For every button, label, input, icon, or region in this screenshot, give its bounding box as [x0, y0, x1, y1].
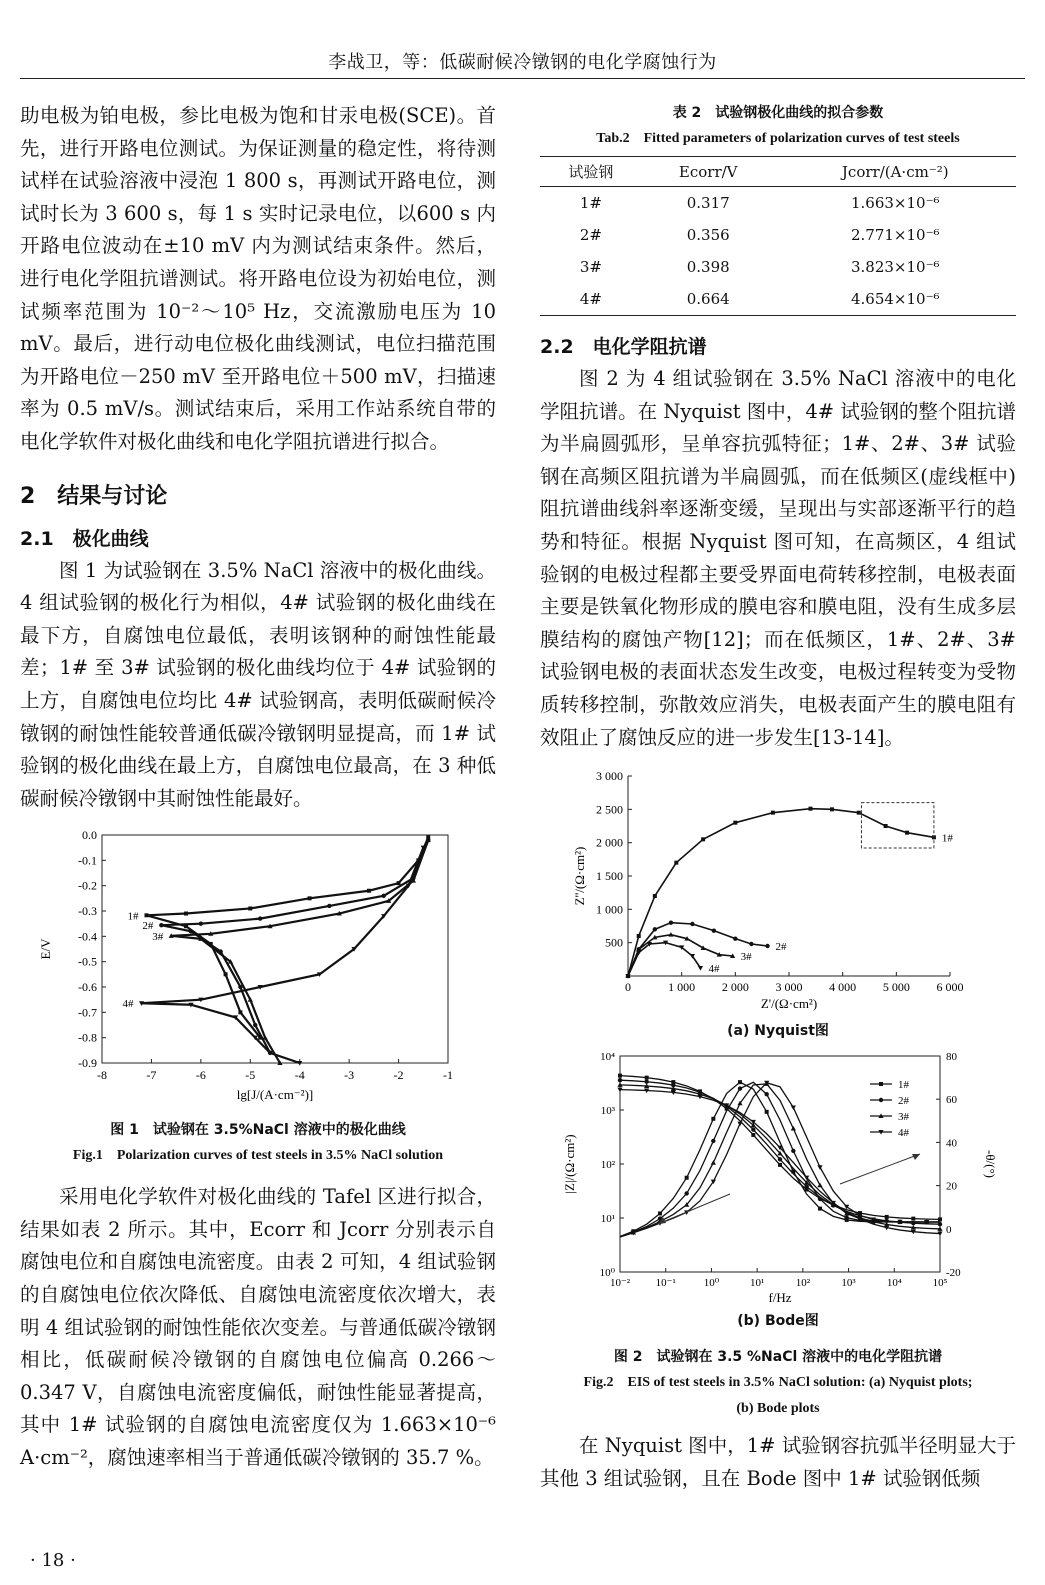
x-tick-label: 10⁰ [703, 1277, 720, 1290]
series-label: 3# [740, 951, 752, 964]
table-cell: 1# [579, 194, 602, 212]
x-tick-label: 3 000 [775, 980, 803, 995]
header-rule [20, 78, 1025, 79]
section-heading: 2 结果与讨论 [20, 483, 168, 509]
legend-label: 3# [898, 1111, 909, 1124]
data-point [382, 894, 386, 898]
data-point [397, 881, 401, 885]
table-cell: 0.664 [642, 283, 775, 316]
data-point [159, 923, 163, 927]
table-cell: 3.823×10⁻⁶ [850, 258, 940, 276]
data-point [712, 929, 716, 933]
data-point [844, 1216, 848, 1220]
data-point [778, 1157, 782, 1161]
x-tick-label: 2 000 [721, 980, 749, 995]
data-point [733, 937, 737, 941]
data-point [238, 1011, 242, 1015]
x-tick-label: -6 [195, 1068, 206, 1083]
table-cell: 0.317 [686, 194, 730, 212]
data-point [189, 929, 193, 933]
x-axis-label: f/Hz [768, 1290, 792, 1305]
data-point [308, 897, 312, 901]
x-tick-label: -3 [344, 1068, 355, 1083]
y-tick-label: -0.4 [78, 929, 97, 944]
y-axis-label: Z''/(Ω·cm²) [572, 846, 587, 906]
x-tick-label: 6 000 [936, 980, 964, 995]
left-column [20, 100, 496, 1475]
data-point [644, 1080, 648, 1084]
x-axis-label: lg[J/(A·cm⁻²)] [236, 1087, 314, 1103]
right-column [540, 100, 1016, 1495]
table-cell: 4# [540, 283, 642, 316]
y-tick-label: 1 500 [596, 869, 623, 884]
table-cell: 0.398 [686, 258, 730, 276]
table-row [540, 283, 1016, 316]
nyquist-chart [540, 764, 1016, 1014]
x-tick-label: 10³ [841, 1277, 856, 1290]
data-point [884, 824, 888, 828]
figure-2-caption-cn: 图 2 试验钢在 3.5 %NaCl 溶液中的电化学阻抗谱 [613, 1349, 943, 1366]
y-tick-label: 2 500 [596, 802, 623, 817]
data-point [653, 894, 657, 898]
paragraph-polarization: 图 1 为试验钢在 3.5% NaCl 溶液中的极化曲线。4 组试验钢的极化行为相似，4# 试验钢的极化曲线在最下方，自腐蚀电位最低，表明该钢种的耐蚀性能最差；1# 至 3# 试验钢的极化曲线均位于 4# 试验钢的上方，自腐蚀电位均比 4# 试验钢高，表明低碳耐候冷镦钢的耐蚀性能较普通低碳冷镦钢明显提高，而 1# 试验钢的极化曲线在最上方，自腐蚀电位最高，在 3 种低碳耐候冷镦钢中其耐蚀性能最好。 [20, 558, 496, 810]
subsection-heading-eis: 2.2 电化学阻抗谱 [540, 336, 707, 358]
figure-2-caption-en-1: Fig.2 EIS of test steels in 3.5% NaCl solution: (a) Nyquist plots; [583, 1375, 973, 1391]
data-point [637, 934, 641, 938]
table-2-title-cn: 表 2 试验钢极化曲线的拟合参数 [672, 105, 884, 121]
table-cell: 2.771×10⁻⁶ [850, 226, 940, 244]
x-axis-label: Z'/(Ω·cm²) [760, 996, 818, 1012]
series-label: 2# [142, 920, 154, 933]
data-point [737, 1122, 742, 1127]
series-line [628, 923, 768, 976]
data-point [711, 1117, 715, 1121]
y2-tick-label: -20 [946, 1267, 961, 1280]
figure-2a-label: (a) Nyquist图 [727, 1023, 829, 1040]
data-point [258, 917, 262, 921]
paragraph-nyquist-discussion: 在 Nyquist 图中，1# 试验钢容抗弧半径明显大于其他 3 组试验钢，且在 Bode 图中 1# 试验钢低频 [540, 1434, 1016, 1490]
data-point [791, 1106, 796, 1111]
x-tick-label: 10⁴ [886, 1277, 902, 1290]
plot-frame [102, 835, 448, 1063]
y-tick-label: -0.1 [78, 853, 97, 868]
x-tick-label: 4 000 [829, 980, 857, 995]
y-tick-label: 10³ [600, 1105, 615, 1118]
running-header: 李战卫，等：低碳耐候冷镦钢的电化学腐蚀行为 [328, 52, 717, 73]
x-tick-label: -5 [245, 1068, 256, 1083]
data-point [817, 1165, 822, 1170]
figure-1-caption-cn: 图 1 试验钢在 3.5%NaCl 溶液中的极化曲线 [110, 1122, 406, 1139]
data-point [253, 1023, 257, 1027]
table-cell: 1.663×10⁻⁶ [850, 194, 940, 212]
figure-2 [540, 764, 1016, 1422]
table-cell: 3# [579, 258, 602, 276]
dashed-box [861, 803, 933, 848]
data-point [738, 1086, 742, 1090]
y-tick-label: -0.7 [78, 1005, 97, 1020]
series-label: 3# [152, 931, 164, 944]
table-cell: 0.356 [686, 226, 730, 244]
data-point [674, 861, 678, 865]
data-point [367, 889, 371, 893]
data-point [199, 922, 203, 926]
data-point [658, 1212, 662, 1216]
y-tick-label: 1 000 [596, 902, 623, 917]
y-tick-label: -0.2 [78, 878, 97, 893]
data-point [751, 1133, 755, 1137]
data-point [778, 1163, 782, 1167]
y-tick-label: -0.3 [78, 904, 97, 919]
data-point [738, 1080, 742, 1084]
data-point [808, 807, 812, 811]
data-point [684, 1191, 688, 1195]
data-point [224, 973, 228, 977]
y2-tick-label: 0 [946, 1223, 952, 1236]
subsection-heading-polarization: 2.1 极化曲线 [20, 527, 149, 550]
polarization-chart [20, 823, 496, 1113]
data-point [690, 922, 694, 926]
data-point [885, 1215, 889, 1219]
y-tick-label: 2 000 [596, 835, 623, 850]
data-point [669, 921, 673, 925]
bode-chart [540, 1044, 1016, 1304]
paragraph-methods: 助电极为铂电极，参比电极为饱和甘汞电极(SCE)。首先，进行开路电位测试。为保证测量的稳定性，将待测试样在试验溶液中浸泡 1 800 s，再测试开路电位，测试时长为 3 600 s，每 1 s 实时记录电位，以600 s 内开路电位波动在±10 mV 内为测试结束条件。然后，进行电化学阻抗谱测试。将开路电位设为初始电位，测试频率范围为 10⁻²～10⁵ Hz，交流激励电压为 10 mV。最后，进行动电位极化曲线测试，电位扫描范围为开路电位－250 mV 至开路电位＋500 mV，扫描速率为 0.5 mV/s。测试结束后，采用工作站系统自带的电化学软件对极化曲线和电化学阻抗谱进行拟合。 [20, 104, 496, 453]
y2-tick-label: 20 [946, 1180, 957, 1193]
x-tick-label: 10⁻¹ [655, 1277, 676, 1290]
data-point [184, 912, 188, 916]
series-label: 1# [941, 832, 953, 845]
data-point [751, 1128, 755, 1132]
table-row [540, 219, 1016, 251]
table-cell: 2# [579, 226, 602, 244]
x-tick-label: -2 [393, 1068, 404, 1083]
figure-2b-label: (b) Bode图 [737, 1313, 819, 1330]
data-point [698, 966, 703, 971]
data-point [685, 1176, 689, 1180]
x-tick-label: 10⁻² [609, 1277, 631, 1290]
data-point [791, 1126, 796, 1131]
data-point [804, 1185, 808, 1189]
data-point [857, 811, 861, 815]
x-tick-label: 1 000 [668, 980, 696, 995]
x-tick-label: 0 [625, 980, 631, 995]
data-point [818, 1207, 822, 1211]
y2-tick-label: 80 [946, 1051, 957, 1064]
data-point [653, 927, 657, 931]
data-point [818, 1197, 822, 1201]
y2-axis-label: -θ/(°) [983, 1150, 998, 1179]
paragraph-eis: 图 2 为 4 组试验钢在 3.5% NaCl 溶液中的电化学阻抗谱。在 Nyquist 图中，4# 试验钢的整个阻抗谱为半扁圆弧形，呈单容抗弧特征；1#、2#、3# 试验钢在高频区阻抗谱为半扁圆弧，而在低频区(虚线框中)阻抗谱曲线斜率逐渐变缓，呈现出与实部逐渐平行的趋势和特征。根据 Nyquist 图可知，在高频区，4 组试验钢的电极过程都主要受界面电荷转移控制，电极表面主要是铁氧化物形成的膜电容和膜电阻，没有生成多层膜结构的腐蚀产物[12]；而在低频区，1#、2#、3# 试验钢电极的表面状态发生改变，电极过程转变为受物质转移控制，弥散效应消失，电极表面产生的膜电阻有效阻止了腐蚀反应的进一步发生[13-14]。 [540, 367, 1016, 749]
y2-tick-label: 40 [946, 1137, 957, 1150]
legend-label: 1# [898, 1079, 909, 1092]
y-tick-label: 10⁰ [599, 1267, 615, 1280]
data-point [618, 1078, 622, 1082]
x-tick-label: -8 [97, 1068, 107, 1083]
impedance-line [620, 1085, 940, 1229]
data-point [144, 914, 148, 918]
data-point [938, 1218, 942, 1222]
data-point [733, 821, 737, 825]
data-point [749, 942, 753, 946]
table-row [540, 187, 1016, 220]
y-tick-label: 3 000 [596, 769, 623, 784]
data-point [645, 1076, 649, 1080]
y-tick-label: 10² [600, 1159, 615, 1172]
series-label: 2# [775, 941, 787, 954]
y-axis-label: E/V [38, 938, 53, 960]
data-point [911, 1217, 915, 1221]
table-header: Ecorr/V [642, 157, 775, 187]
table-header: Jcorr/(A·cm⁻²) [775, 157, 1016, 187]
y-tick-label: 500 [605, 935, 623, 950]
data-point [938, 1222, 942, 1226]
page-number: · 18 · [30, 1550, 76, 1571]
series-line [161, 840, 428, 1053]
data-point [711, 1160, 716, 1165]
data-point [618, 1074, 622, 1078]
table-row [540, 251, 1016, 283]
x-tick-label: 5 000 [882, 980, 910, 995]
table-2 [540, 156, 1016, 316]
x-tick-label: -4 [294, 1068, 305, 1083]
y-tick-label: 10¹ [600, 1213, 615, 1226]
data-point [701, 837, 705, 841]
y-tick-label: 0.0 [82, 828, 97, 843]
data-point [905, 831, 909, 835]
paragraph-tafel: 采用电化学软件对极化曲线的 Tafel 区进行拟合，结果如表 2 所示。其中，Ecorr 和 Jcorr 分别表示自腐蚀电位和自腐蚀电流密度。由表 2 可知，4 组试验钢的自腐蚀电位依次降低、自腐蚀电流密度依次增大，表明 4 组试验钢的耐蚀性能依次变差。与普通低碳冷镦钢相比，低碳耐候冷镦钢的自腐蚀电位偏高 0.266～0.347 V，自腐蚀电流密度偏低，耐蚀性能显著提高，其中 1# 试验钢的自腐蚀电流密度仅为 1.663×10⁻⁶ A·cm⁻²，腐蚀速率相当于普通低碳冷镦钢的 35.7 %。 [20, 1185, 496, 1470]
x-tick-label: -1 [443, 1068, 453, 1083]
series-line [171, 840, 428, 1063]
y-tick-label: -0.8 [78, 1030, 97, 1045]
legend-label: 2# [898, 1095, 909, 1108]
data-point [879, 1082, 883, 1086]
series-label: 4# [122, 998, 134, 1011]
data-point [764, 1092, 768, 1096]
series-line [142, 848, 424, 1063]
y-tick-label: -0.6 [78, 980, 97, 995]
figure-2-caption-en-2: (b) Bode plots [736, 1401, 820, 1417]
y2-tick-label: 60 [946, 1094, 957, 1107]
data-point [830, 807, 834, 811]
x-tick-label: 10¹ [749, 1277, 765, 1290]
series-label: 4# [708, 963, 720, 976]
data-point [791, 1149, 795, 1153]
arrow-phase [840, 1154, 920, 1184]
data-point [765, 1110, 769, 1114]
y-tick-label: -0.5 [78, 954, 97, 969]
data-point [765, 944, 769, 948]
x-tick-label: -7 [146, 1068, 157, 1083]
x-tick-label: 10⁵ [932, 1277, 948, 1290]
y-axis-label: |Z|/(Ω·cm²) [562, 1134, 577, 1194]
figure-1-caption-en: Fig.1 Polarization curves of test steels in 3.5% NaCl solution [72, 1148, 444, 1164]
legend-label: 4# [898, 1127, 909, 1140]
data-point [327, 904, 331, 908]
figure-1 [20, 823, 496, 1169]
table-cell: 4.654×10⁻⁶ [775, 283, 1016, 316]
table-header: 试验钢 [540, 157, 642, 187]
series-label: 1# [127, 910, 139, 923]
x-tick-label: 10² [795, 1277, 811, 1290]
y-tick-label: -0.9 [78, 1056, 97, 1071]
y-tick-label: 10⁴ [600, 1051, 615, 1064]
data-point [248, 907, 252, 911]
data-point [771, 811, 775, 815]
data-point [817, 1183, 822, 1188]
arrow-impedance [658, 1194, 730, 1224]
data-point [879, 1098, 883, 1102]
table-2-title-en: Tab.2 Fitted parameters of polarization curves of test steels [596, 131, 960, 146]
data-point [711, 1139, 715, 1143]
